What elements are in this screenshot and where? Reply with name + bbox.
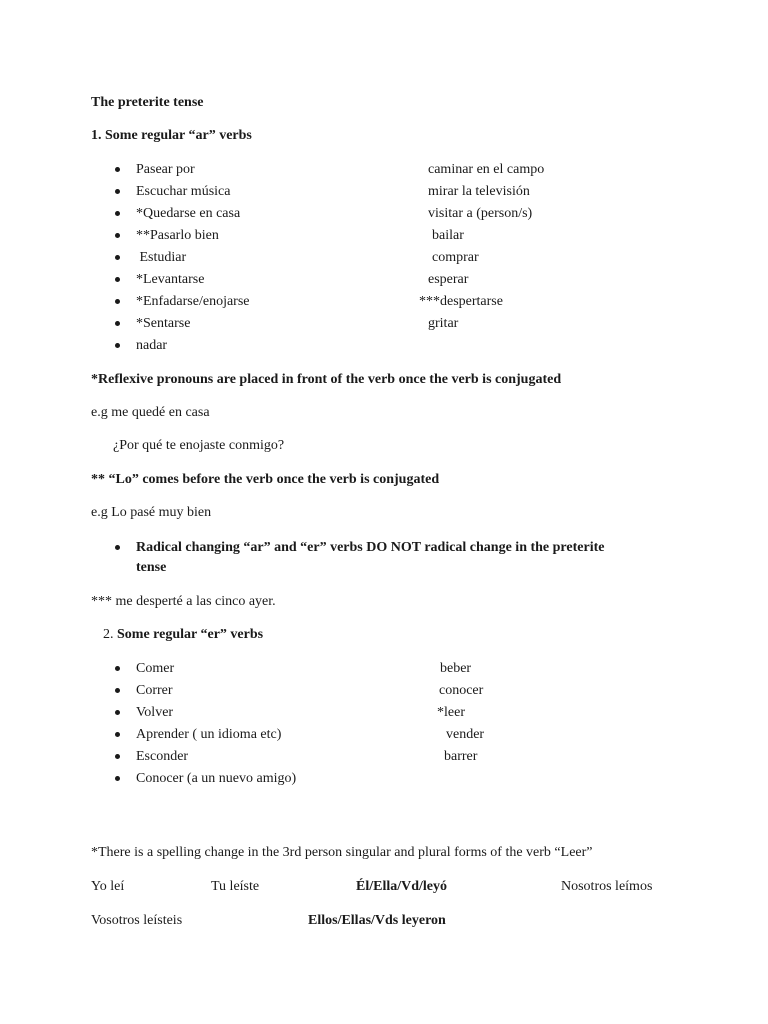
- conjugation-form: Nosotros leímos: [561, 879, 653, 894]
- bullet: [115, 277, 120, 282]
- list-item: *Enfadarse/enojarse: [136, 294, 250, 309]
- list-item: Esconder: [136, 749, 189, 764]
- list-item: nadar: [136, 338, 168, 353]
- reflexive-example: ¿Por qué te enojaste conmigo?: [113, 438, 285, 453]
- radical-note-line: tense: [136, 560, 167, 575]
- lo-example: e.g Lo pasé muy bien: [91, 505, 212, 520]
- radical-note-line: Radical changing “ar” and “er” verbs DO NOT radical change in the preterite: [136, 540, 605, 555]
- bullet: [115, 233, 120, 238]
- list-item: caminar en el campo: [428, 162, 545, 177]
- page-title: The preterite tense: [91, 95, 204, 110]
- list-item: Pasear por: [136, 162, 195, 177]
- list-item: Comer: [136, 661, 175, 676]
- bullet: [115, 545, 120, 550]
- list-item: Escuchar música: [136, 184, 231, 199]
- conjugation-form: Tu leíste: [211, 879, 260, 894]
- list-item: ***despertarse: [419, 294, 503, 309]
- list-item: Aprender ( un idioma etc): [136, 727, 282, 742]
- list-item: conocer: [439, 683, 484, 698]
- bullet: [115, 321, 120, 326]
- bullet: [115, 299, 120, 304]
- conjugation-form: Él/Ella/Vd/leyó: [356, 879, 448, 894]
- list-item: visitar a (person/s): [428, 206, 533, 221]
- list-item: beber: [440, 661, 472, 676]
- conjugation-form: Vosotros leísteis: [91, 913, 183, 928]
- section1-heading: 1. Some regular “ar” verbs: [91, 128, 252, 143]
- list-item: Estudiar: [136, 250, 187, 265]
- lo-note-heading: ** “Lo” comes before the verb once the verb is conjugated: [91, 472, 440, 487]
- bullet: [115, 710, 120, 715]
- bullet: [115, 211, 120, 216]
- list-item: barrer: [444, 749, 478, 764]
- bullet: [115, 167, 120, 172]
- despertarse-example: *** me desperté a las cinco ayer.: [91, 594, 276, 609]
- list-item: bailar: [432, 228, 464, 243]
- bullet: [115, 776, 120, 781]
- list-item: comprar: [432, 250, 479, 265]
- conjugation-form: Yo leí: [91, 879, 125, 894]
- section2-heading: Some regular “er” verbs: [117, 627, 264, 642]
- bullet: [115, 732, 120, 737]
- list-item: gritar: [428, 316, 459, 331]
- list-item: Volver: [136, 705, 174, 720]
- bullet: [115, 255, 120, 260]
- list-item: *leer: [437, 705, 465, 720]
- list-item: **Pasarlo bien: [136, 228, 219, 243]
- list-item: Conocer (a un nuevo amigo): [136, 771, 297, 786]
- list-item: *Sentarse: [136, 316, 191, 331]
- list-item: mirar la televisión: [428, 184, 530, 199]
- bullet: [115, 688, 120, 693]
- list-item: *Levantarse: [136, 272, 205, 287]
- bullet: [115, 343, 120, 348]
- bullet: [115, 754, 120, 759]
- reflexive-note-heading: *Reflexive pronouns are placed in front of the verb once the verb is conjugated: [91, 372, 562, 387]
- section2-number: 2.: [103, 627, 114, 642]
- list-item: *Quedarse en casa: [136, 206, 241, 221]
- list-item: esperar: [428, 272, 469, 287]
- bullet: [115, 666, 120, 671]
- conjugation-form: Ellos/Ellas/Vds leyeron: [308, 913, 446, 928]
- spelling-note: *There is a spelling change in the 3rd person singular and plural forms of the verb “Leer”: [91, 845, 593, 860]
- list-item: vender: [446, 727, 485, 742]
- bullet: [115, 189, 120, 194]
- list-item: Correr: [136, 683, 173, 698]
- reflexive-example: e.g me quedé en casa: [91, 405, 210, 420]
